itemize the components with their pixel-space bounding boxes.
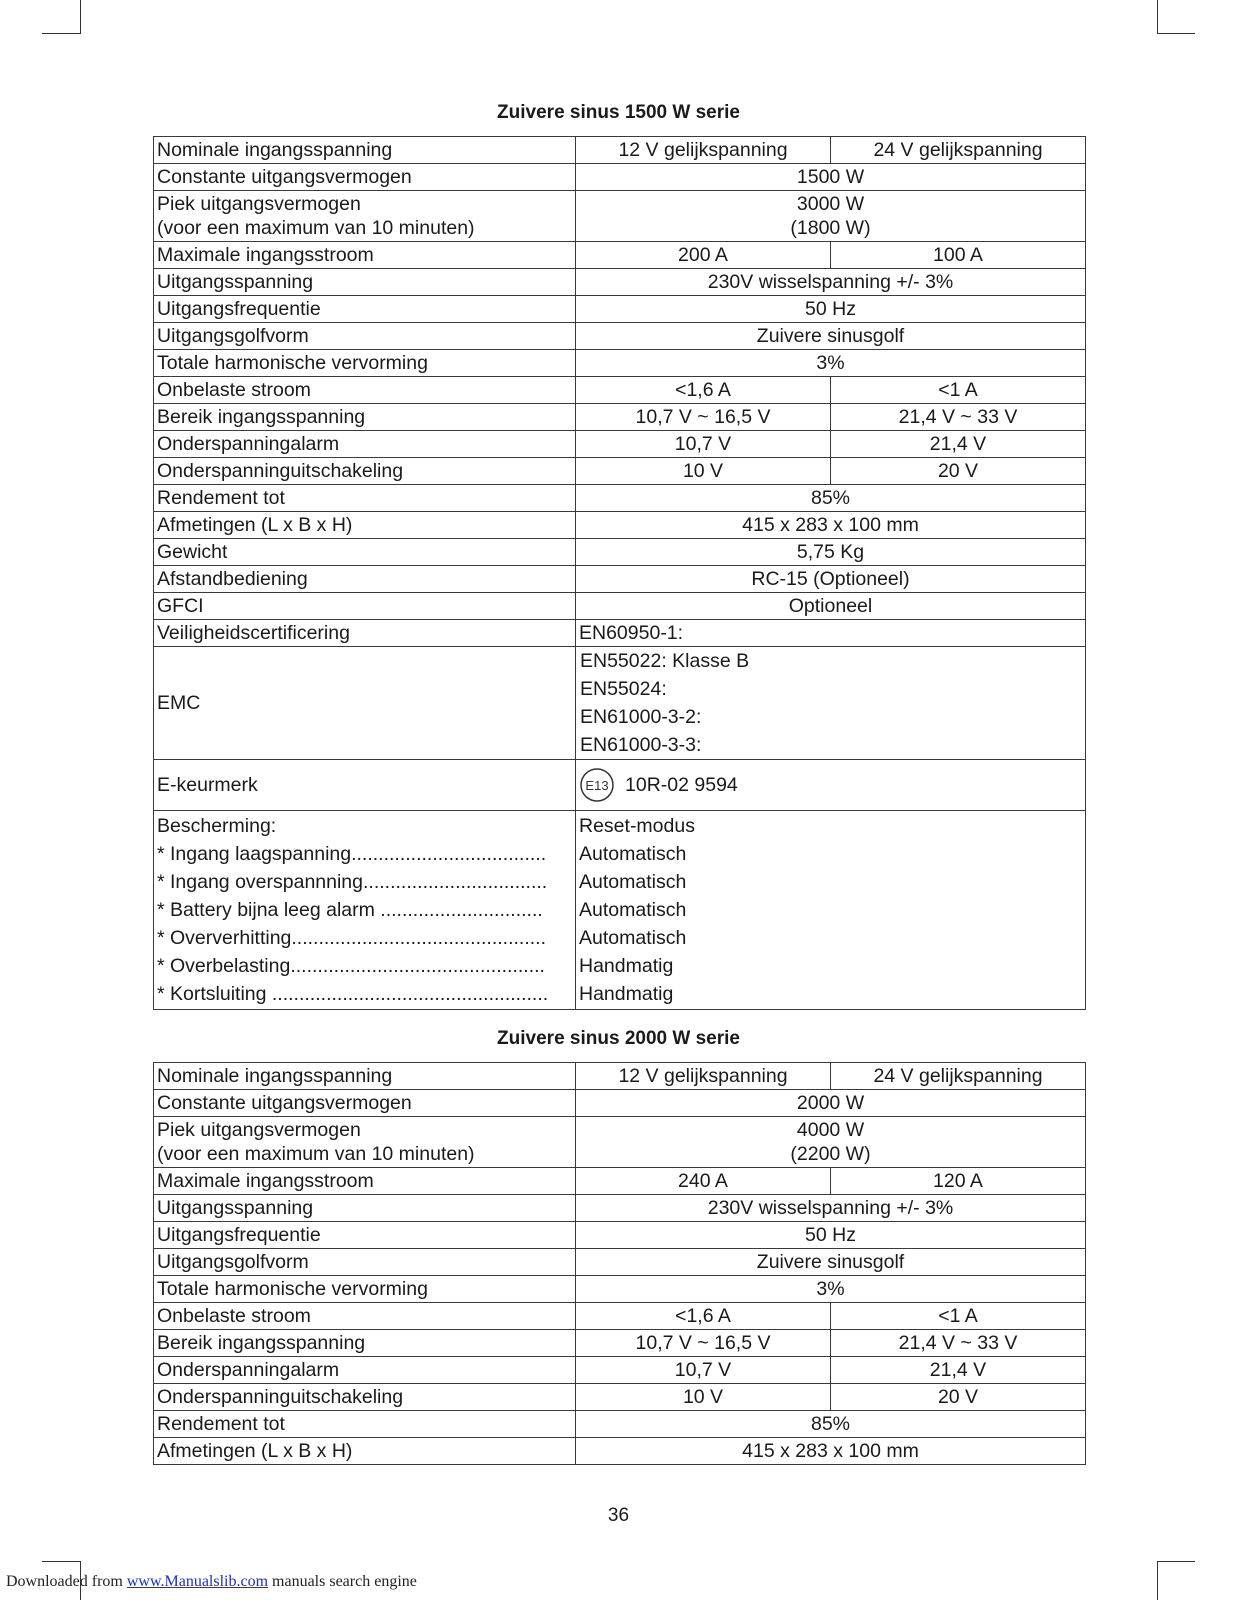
row-value: 3% [576,1276,1086,1303]
table-row [154,760,1086,811]
emc-line: EN61000-3-3: [580,734,702,756]
row-value-12v: 10,7 V ~ 16,5 V [576,1330,831,1357]
row-label: Maximale ingangsstroom [154,1168,576,1195]
row-value: 85% [576,485,1086,512]
row-label: Veiligheidscertificering [154,620,576,647]
table-row [154,566,1086,593]
footer-suffix: manuals search engine [268,1573,417,1590]
table-row [154,1168,1086,1195]
table-row [154,350,1086,377]
row-label: Nominale ingangsspanning [154,137,576,164]
protection-label: * Oververhitting............................................... [157,927,547,949]
table-row [154,458,1086,485]
row-label: Onbelaste stroom [154,1303,576,1330]
row-label-line: Piek uitgangsvermogen [157,1119,361,1141]
emc-line: EN55024: [580,678,667,700]
row-value-24v: 24 V gelijkspanning [831,137,1086,164]
protection-labels [154,811,576,1010]
table-row [154,1063,1086,1090]
table-row [154,1303,1086,1330]
row-label [154,1117,576,1168]
table-row [154,1357,1086,1384]
row-value: 1500 W [576,164,1086,191]
row-value-24v: 120 A [831,1168,1086,1195]
protection-label: * Ingang laagspanning.................................... [157,843,547,865]
crop-mark [42,1561,80,1562]
row-value-24v: 21,4 V ~ 33 V [831,1330,1086,1357]
row-label: Afmetingen (L x B x H) [154,512,576,539]
row-value: 415 x 283 x 100 mm [576,1438,1086,1465]
protection-value: Handmatig [579,983,674,1005]
row-label: Rendement tot [154,485,576,512]
table-row [154,269,1086,296]
crop-mark [1157,1561,1195,1562]
row-label: Uitgangsspanning [154,269,576,296]
row-value: 5,75 Kg [576,539,1086,566]
row-label: Onderspanninguitschakeling [154,458,576,485]
row-label: Totale harmonische vervorming [154,350,576,377]
crop-mark [1157,0,1158,34]
table-row [154,323,1086,350]
row-value-12v: 10 V [576,458,831,485]
row-value-12v: 200 A [576,242,831,269]
row-value-12v: 10,7 V [576,1357,831,1384]
row-value: 415 x 283 x 100 mm [576,512,1086,539]
row-value: 50 Hz [576,1222,1086,1249]
table-row [154,647,1086,760]
row-label: Gewicht [154,539,576,566]
table-row [154,811,1086,1010]
row-value [576,1117,1086,1168]
row-value-24v: 21,4 V [831,1357,1086,1384]
row-value [576,191,1086,242]
row-label: Afmetingen (L x B x H) [154,1438,576,1465]
table-row [154,1249,1086,1276]
row-value: EN60950-1: [576,620,1086,647]
table-row [154,431,1086,458]
row-value-line: 3000 W [796,193,865,215]
row-label: Uitgangsgolfvorm [154,323,576,350]
row-label: Afstandbediening [154,566,576,593]
row-label: E-keurmerk [154,760,576,811]
e-mark-text: E13 [585,778,609,793]
row-label-line: Piek uitgangsvermogen [157,193,361,215]
protection-values [576,811,1086,1010]
table-row [154,593,1086,620]
table-row [154,1330,1086,1357]
row-value: RC-15 (Optioneel) [576,566,1086,593]
row-value-12v: <1,6 A [576,1303,831,1330]
crop-mark [80,0,81,34]
row-label [154,191,576,242]
protection-label: * Overbelasting............................................... [157,955,545,977]
page-number: 36 [607,1505,630,1526]
row-value-12v: 12 V gelijkspanning [576,137,831,164]
row-label: Uitgangsspanning [154,1195,576,1222]
table-row [154,242,1086,269]
row-value: 50 Hz [576,296,1086,323]
emc-values [576,647,1086,760]
table-row [154,1276,1086,1303]
table-row [154,1222,1086,1249]
row-label: Uitgangsgolfvorm [154,1249,576,1276]
row-label: Constante uitgangsvermogen [154,164,576,191]
row-value-12v: 12 V gelijkspanning [576,1063,831,1090]
row-label: Uitgangsfrequentie [154,296,576,323]
row-value-12v: 240 A [576,1168,831,1195]
table-row [154,512,1086,539]
row-label-line: (voor een maximum van 10 minuten) [157,217,475,239]
row-value: 230V wisselspanning +/- 3% [576,1195,1086,1222]
row-value: Zuivere sinusgolf [576,1249,1086,1276]
spec-table-2000w [153,1062,1086,1465]
protection-label: Bescherming: [157,815,277,837]
footer-prefix: Downloaded from [6,1573,127,1590]
protection-value: Automatisch [579,927,687,949]
row-label: Onderspanninguitschakeling [154,1384,576,1411]
protection-value: Automatisch [579,899,687,921]
e-mark-icon [579,767,615,803]
row-value-12v: 10 V [576,1384,831,1411]
protection-value: Automatisch [579,871,687,893]
table-row [154,1411,1086,1438]
table-row [154,1090,1086,1117]
row-value-24v: 21,4 V [831,431,1086,458]
row-label: Totale harmonische vervorming [154,1276,576,1303]
crop-mark [1157,1561,1158,1600]
crop-mark [42,33,80,34]
row-label: Bereik ingangsspanning [154,1330,576,1357]
table-row [154,485,1086,512]
protection-value: Reset-modus [579,815,695,837]
table-row [154,164,1086,191]
row-label: Onderspanningalarm [154,431,576,458]
table-row [154,137,1086,164]
row-value-line: 4000 W [796,1119,865,1141]
row-label: GFCI [154,593,576,620]
emc-line: EN61000-3-2: [580,706,702,728]
row-value-12v: <1,6 A [576,377,831,404]
row-value-24v: <1 A [831,377,1086,404]
row-value: 85% [576,1411,1086,1438]
row-label: Uitgangsfrequentie [154,1222,576,1249]
spec-table-1500w [153,136,1086,1010]
table-row [154,1438,1086,1465]
row-label: Bereik ingangsspanning [154,404,576,431]
table-row [154,1384,1086,1411]
row-value: Zuivere sinusgolf [576,323,1086,350]
row-label: Onbelaste stroom [154,377,576,404]
protection-value: Automatisch [579,843,687,865]
row-label: Nominale ingangsspanning [154,1063,576,1090]
row-value: 230V wisselspanning +/- 3% [576,269,1086,296]
row-value: 3% [576,350,1086,377]
table-row [154,404,1086,431]
table-row [154,1195,1086,1222]
row-label: Constante uitgangsvermogen [154,1090,576,1117]
protection-label: * Battery bijna leeg alarm .............................. [157,899,543,921]
row-value-24v: 100 A [831,242,1086,269]
table-row [154,539,1086,566]
emc-line: EN55022: Klasse B [580,650,750,672]
protection-label: * Kortsluiting ................................................... [157,983,549,1005]
row-label: Rendement tot [154,1411,576,1438]
row-value: 2000 W [576,1090,1086,1117]
manualslib-link[interactable]: www.Manualslib.com [126,1573,269,1590]
row-value-24v: 20 V [831,1384,1086,1411]
row-label: Maximale ingangsstroom [154,242,576,269]
table-row [154,377,1086,404]
protection-label: * Ingang overspannning.................................. [157,871,548,893]
row-value-24v: 20 V [831,458,1086,485]
row-value-12v: 10,7 V [576,431,831,458]
section2-title: Zuivere sinus 2000 W serie [497,1028,740,1049]
row-label: Onderspanningalarm [154,1357,576,1384]
table-row [154,1117,1086,1168]
row-label: EMC [154,647,576,760]
download-footer [6,1573,417,1591]
row-value-24v: 21,4 V ~ 33 V [831,404,1086,431]
row-value-12v: 10,7 V ~ 16,5 V [576,404,831,431]
ekeur-number: 10R-02 9594 [625,774,738,796]
protection-value: Handmatig [579,955,674,977]
ekeur-value [576,760,1086,811]
row-value: Optioneel [576,593,1086,620]
table-row [154,620,1086,647]
section1-title: Zuivere sinus 1500 W serie [497,102,740,123]
crop-mark [1157,33,1195,34]
row-value-line: (2200 W) [790,1143,871,1165]
row-value-line: (1800 W) [790,217,871,239]
row-label-line: (voor een maximum van 10 minuten) [157,1143,475,1165]
table-row [154,296,1086,323]
row-value-24v: 24 V gelijkspanning [831,1063,1086,1090]
row-value-24v: <1 A [831,1303,1086,1330]
table-row [154,191,1086,242]
